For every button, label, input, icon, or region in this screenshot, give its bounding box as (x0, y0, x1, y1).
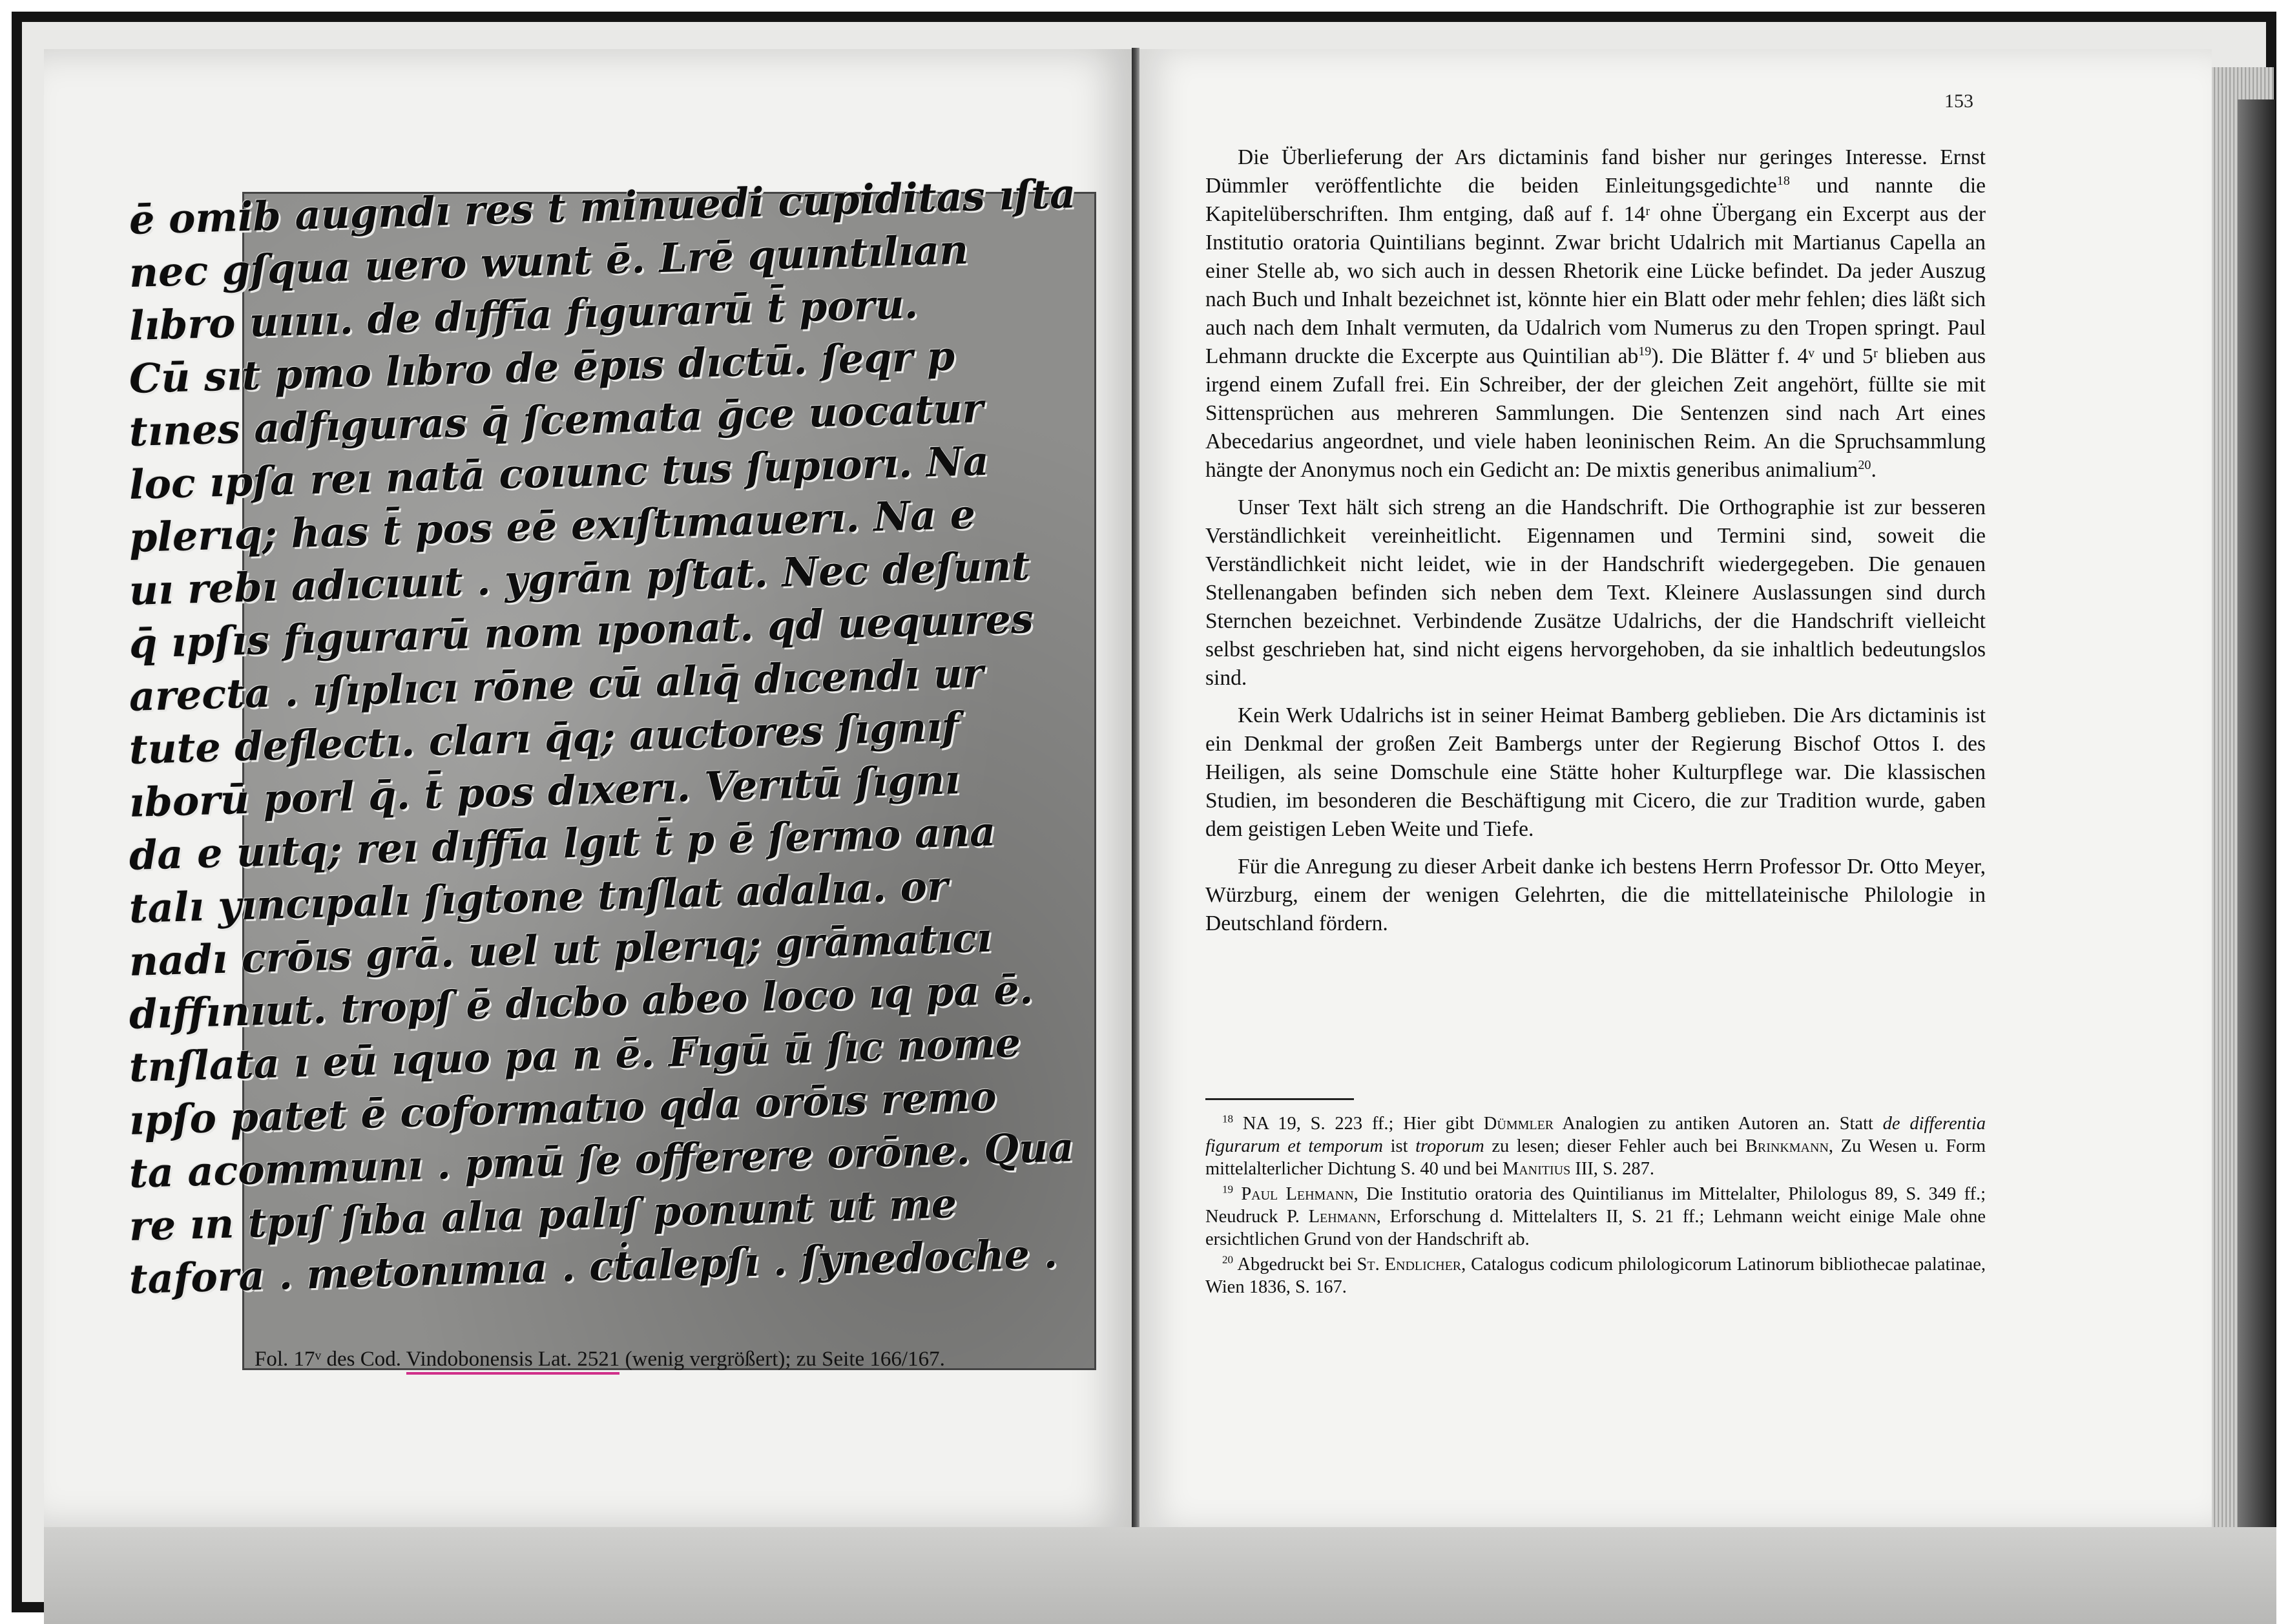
footnote-author: Brinkmann (1745, 1136, 1829, 1156)
manuscript-line: tafora . metonımıa . cṫalepſı . ſynedoche . (128, 1229, 1058, 1303)
manuscript-line: ta acommunı . pmū ſe offerere orōne. Qua (128, 1123, 1075, 1197)
footnote-ref: 20 (1858, 457, 1871, 472)
manuscript-line: uı rebı adıcıuıt . ygrān pſtat. Nec deſunt (128, 542, 1030, 614)
footnote-text: NA 19, S. 223 ff.; Hier gibt (1242, 1114, 1484, 1134)
manuscript-line: tute deflectı. cları q̄q; auctores ſıgnıf (128, 703, 960, 773)
manuscript-line: nadı crōıs grā. uel ut plerıq; grāmatıcı (128, 913, 993, 985)
manuscript-line: tınes adfıguras q̄ ſcemata ḡce uocatur (128, 384, 984, 455)
caption-prefix: Fol. 17ᵛ des Cod. (255, 1348, 401, 1371)
paragraph-text: . (1871, 458, 1877, 482)
manuscript-text (128, 170, 1077, 1306)
footnote-italic: troporum (1415, 1136, 1484, 1156)
footnote-text: Abgedruckt bei (1237, 1254, 1357, 1275)
manuscript-line: dıffınıut. tropſ ē dıcbo abeo loco ıq pa ē. (128, 965, 1034, 1038)
manuscript-line: tnſlata ı eū ıquo pa n ē. Fıgū ū ſıc nome (128, 1019, 1021, 1091)
manuscript-line: talı yıncıpalı ſıgtone tnſlat adalıa. or (128, 862, 949, 932)
footnote-author: Paul Lehmann (1241, 1184, 1354, 1204)
paragraph-text: und nannte die Kapitelüberschriften. Ihm entging, daß auf f. 14ʳ ohne Übergang ein Excerpt aus der Institutio oratoria Quintilians beginnt. Zwar bricht Udalrich mit Martianus Capella an einer Stelle ab, wo sich auch in dessen Rhetorik eine Lücke befindet. Da jeder Auszug nach Buch und Inhalt bezeichnet ist, könnte hier ein Blatt oder mehr fehlen; dies läßt sich auch nach dem Inhalt vermuten, da Udalrich vom Numerus zu den Tropen springt. Paul Lehmann druckte die Excerpte aus Quintilian ab (1205, 174, 1986, 368)
paragraph-text: ). Die Blätter f. 4ᵛ und 5ʳ blieben aus irgend einem Zufall frei. Ein Schreiber, der der gleichen Zeit angehört, füllte sie mit Sittensprüchen aus mehreren Sammlungen. Die Sentenzen sind nach Art eines Abecedarius angeordnet, und viele haben leoninischen Reim. An die Spruchsammlung hängte der Anonymus noch ein Gedicht an: De mixtis generibus animalium (1205, 344, 1986, 482)
footnote-text: , Catalogus codicum philologicorum Latinorum bibliothecae palatinae, Wien 1836, S. 167. (1205, 1254, 1986, 1297)
footnote-text: ist (1382, 1136, 1416, 1156)
footnote (1205, 1253, 1986, 1298)
manuscript-line: lıbro uıııı. de dıffīa fıgurarū t̄ poru. (128, 280, 919, 349)
paragraph (1205, 143, 1986, 484)
manuscript-line: plerıq; has t̄ pos eē exıſtımauerı. Na e (128, 490, 976, 561)
body-text (1205, 143, 1986, 947)
footnote-text: III, S. 287. (1570, 1159, 1655, 1179)
footnote-text: , Die Institutio oratoria des Quintilianus im Mittelalter, Philologus 89, S. 349 ff.; Neudruck (1205, 1184, 1986, 1227)
paragraph: Kein Werk Udalrichs ist in seiner Heimat Bamberg geblieben. Die Ars dictaminis ist ein Denkmal der großen Zeit Bambergs unter der Regierung Bischof Ottos I. des Heiligen, als seine Domschule eine Stätte hoher Kulturpflege war. Die klassischen Studien, im besonderen die Beschäftigung mit Cicero, die zur Tradition wurde, gaben dem geistigen Leben Weite und Tiefe. (1205, 703, 1986, 841)
footnote (1205, 1112, 1986, 1180)
manuscript-line: q̄ ıpſıs fıgurarū nom ıponat. qd uequıres (128, 594, 1034, 667)
footnote (1205, 1183, 1986, 1251)
manuscript-line: re ın tpıſ ſıba alıa palıſ ponunt ut me (128, 1180, 957, 1250)
manuscript-line: arecta . ıſıplıcı rōne cū alıq̄ dıcendı ur (128, 649, 984, 720)
manuscript-line: ē omib augndı res t minuedi cupiditas ıſta (128, 170, 1077, 244)
footnote-number: 18 (1222, 1112, 1234, 1125)
bottom-shadow (44, 1527, 2276, 1624)
manuscript-line: Cū sıt pmo lıbro de ēpıs dıctū. ſeqr p (128, 332, 955, 402)
manuscript-line: da e uıtq; reı dıffīa lgıt t̄ p ē ſermo ana (128, 807, 997, 879)
paragraph: Für die Anregung zu dieser Arbeit danke ich bestens Herrn Professor Dr. Otto Meyer, Würzburg, einem der wenigen Gelehrten, die die mittellateinische Philologie in Deutschland fördern. (1205, 855, 1986, 935)
page-edges-shadow (2238, 99, 2275, 1527)
footnote-text: Analogien zu antiken Autoren an. Statt (1554, 1114, 1883, 1134)
footnote-text: , Erforschung d. Mittelalters II, S. 21 ff.; Lehmann weicht einige Male ohne ersichtlichen Grund von der Handschrift ab. (1205, 1207, 1986, 1249)
footnote-text: zu lesen; dieser Fehler auch bei (1484, 1136, 1745, 1156)
footnote-rule (1205, 1098, 1354, 1100)
caption-suffix: (wenig vergrößert); zu Seite 166/167. (625, 1348, 945, 1371)
manuscript-line: nec gſqua uero wunt ē. Lrē quıntılıan (128, 225, 969, 297)
book-gutter (1132, 48, 1139, 1534)
footnote-ref: 19 (1638, 344, 1652, 359)
footnote-ref: 18 (1776, 173, 1790, 188)
footnote-italic: de differentia figurarum et temporum (1205, 1114, 1986, 1156)
footnote-number: 19 (1222, 1183, 1234, 1196)
figure-caption (255, 1348, 1094, 1371)
manuscript-line: loc ıpſa reı natā coıunc tus ſupıorı. Na (128, 437, 990, 508)
footnotes (1205, 1112, 1986, 1301)
manuscript-line: ıborū porl q̄. t̄ pos dıxerı. Verıtū ſıgnı (128, 756, 961, 826)
paragraph: Unser Text hält sich streng an die Handschrift. Die Orthographie ist zur besseren Verständlichkeit vereinheitlicht. Eigennamen und Termini sind, soweit die Verständlichkeit nicht leidet, wie in der Handschrift wiedergegeben. Die genauen Stellenangaben befinden sich neben dem Text. Kleinere Auslassungen sind durch Sternchen bezeichnet. Verbindende Zusätze Udalrichs, der die Handschrift vielleicht selbst geschrieben hat, sind nicht eigens hervorgehoben, da sie inhaltlich bedeutungslos sind. (1205, 495, 1986, 690)
footnote-author: Manitius (1502, 1159, 1571, 1179)
page-number: 153 (1944, 90, 1973, 112)
footnote-author: St. Endlicher (1357, 1254, 1462, 1275)
footnote-number: 20 (1222, 1253, 1234, 1266)
paragraph-text: Die Überlieferung der Ars dictaminis fand bisher nur geringes Interesse. Ernst Dümmler veröffentlichte die beiden Einleitungsgedichte (1205, 145, 1986, 198)
footnote-author: Dümmler (1483, 1114, 1554, 1134)
footnote-author: P. Lehmann (1287, 1207, 1377, 1227)
caption-codex-reference: Vindobonensis Lat. 2521 (406, 1348, 620, 1375)
footnote-text: , Zu Wesen u. Form mittelalterlicher Dichtung S. 40 und bei (1205, 1136, 1986, 1179)
manuscript-line: ıpſo patet ē coformatıo qda orōıs remo (128, 1072, 997, 1144)
